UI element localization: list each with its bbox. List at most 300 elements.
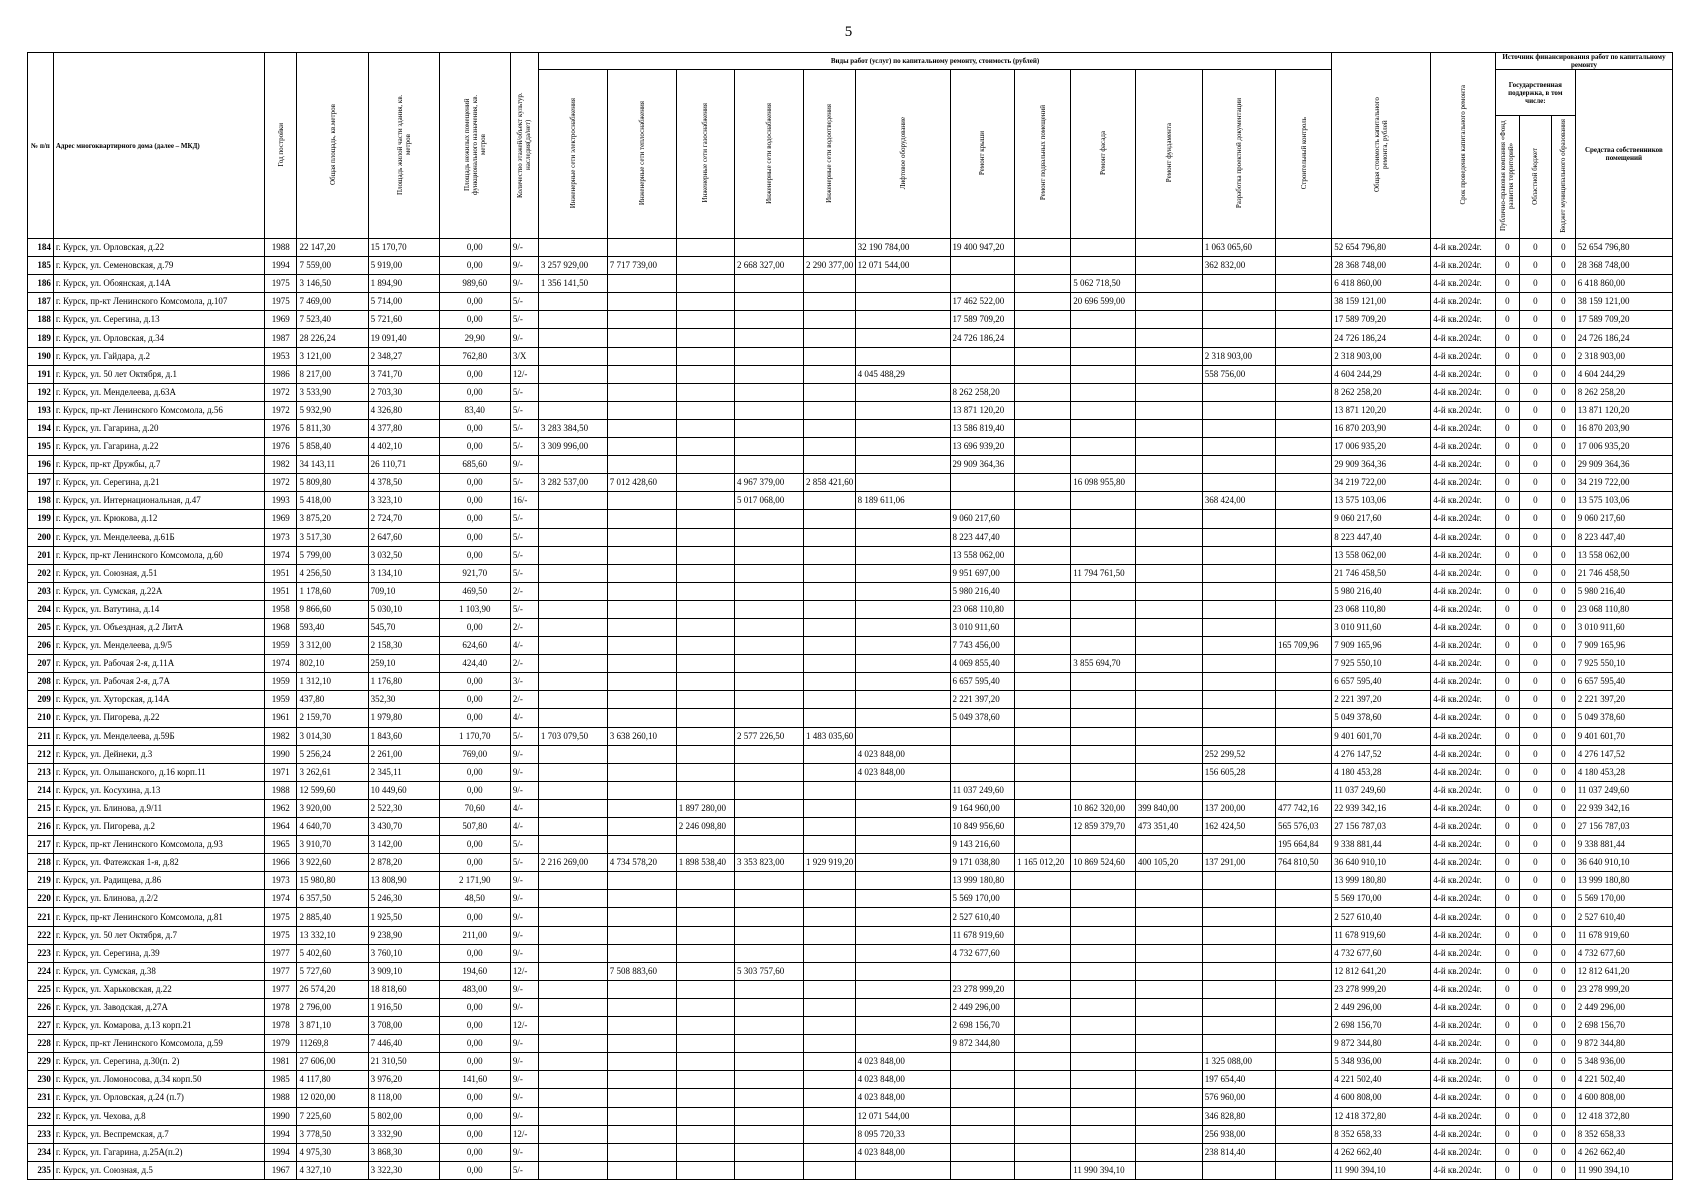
row-electric	[538, 763, 607, 781]
row-facade	[1071, 365, 1136, 383]
row-control	[1275, 1017, 1331, 1035]
row-total-cost: 52 654 796,80	[1332, 239, 1431, 257]
row-basement	[1015, 1071, 1071, 1089]
row-floors: 9/-	[510, 781, 538, 799]
row-water	[734, 818, 803, 836]
row-living-area: 2 647,60	[368, 528, 439, 546]
row-municipal: 0	[1552, 854, 1576, 872]
row-year: 1969	[265, 311, 297, 329]
row-gas	[676, 365, 734, 383]
row-design	[1202, 709, 1275, 727]
row-lift	[855, 908, 950, 926]
row-regional: 0	[1519, 745, 1551, 763]
row-year: 1958	[265, 600, 297, 618]
row-sewer	[803, 564, 855, 582]
row-lift	[855, 673, 950, 691]
row-living-area: 15 170,70	[368, 239, 439, 257]
row-owners: 4 732 677,60	[1575, 944, 1672, 962]
row-living-area: 3 741,70	[368, 365, 439, 383]
row-water	[734, 637, 803, 655]
row-number: 201	[28, 546, 54, 564]
row-electric	[538, 926, 607, 944]
row-gas	[676, 998, 734, 1016]
row-electric	[538, 347, 607, 365]
row-number: 184	[28, 239, 54, 257]
row-owners: 13 558 062,00	[1575, 546, 1672, 564]
row-nonliving-area: 0,00	[439, 908, 510, 926]
row-fund: 0	[1496, 618, 1520, 636]
row-water	[734, 365, 803, 383]
row-year: 1994	[265, 257, 297, 275]
row-address: г. Курск, ул. Объездная, д.2 ЛитА	[53, 618, 264, 636]
row-total-cost: 8 262 258,20	[1332, 383, 1431, 401]
row-year: 1994	[265, 1143, 297, 1161]
table-row	[28, 1161, 1673, 1179]
row-facade: 11 990 394,10	[1071, 1161, 1136, 1179]
row-electric	[538, 944, 607, 962]
row-address: г. Курск, ул. Серегина, д.30(п. 2)	[53, 1053, 264, 1071]
row-heat	[607, 763, 676, 781]
row-heat	[607, 1017, 676, 1035]
row-regional: 0	[1519, 727, 1551, 745]
row-control	[1275, 944, 1331, 962]
row-owners: 8 352 658,33	[1575, 1125, 1672, 1143]
row-sewer	[803, 293, 855, 311]
row-fund: 0	[1496, 745, 1520, 763]
row-foundation	[1135, 908, 1202, 926]
table-row	[28, 438, 1673, 456]
row-design	[1202, 600, 1275, 618]
row-design	[1202, 383, 1275, 401]
row-total-cost: 8 223 447,40	[1332, 528, 1431, 546]
row-deadline: 4-й кв.2024г.	[1431, 275, 1496, 293]
row-address: г. Курск, ул. Дейнеки, д.3	[53, 745, 264, 763]
row-design: 362 832,00	[1202, 257, 1275, 275]
row-municipal: 0	[1552, 944, 1576, 962]
row-living-area: 21 310,50	[368, 1053, 439, 1071]
row-lift	[855, 383, 950, 401]
row-living-area: 3 323,10	[368, 492, 439, 510]
row-municipal: 0	[1552, 311, 1576, 329]
row-number: 235	[28, 1161, 54, 1179]
row-year: 1959	[265, 637, 297, 655]
row-year: 1976	[265, 438, 297, 456]
row-facade	[1071, 528, 1136, 546]
row-foundation	[1135, 510, 1202, 528]
row-total-area: 4 327,10	[297, 1161, 368, 1179]
row-gas	[676, 275, 734, 293]
row-total-area: 3 778,50	[297, 1125, 368, 1143]
header-address: Адрес многоквартирного дома (далее – МКД)	[53, 53, 264, 239]
row-address: г. Курск, ул. Союзная, д.51	[53, 564, 264, 582]
row-living-area: 9 238,90	[368, 926, 439, 944]
row-roof: 7 743 456,00	[950, 637, 1015, 655]
row-control	[1275, 275, 1331, 293]
row-heat	[607, 347, 676, 365]
row-year: 1986	[265, 365, 297, 383]
row-foundation	[1135, 528, 1202, 546]
row-sewer	[803, 510, 855, 528]
row-floors: 5/-	[510, 510, 538, 528]
row-design	[1202, 836, 1275, 854]
row-year: 1988	[265, 239, 297, 257]
row-basement	[1015, 944, 1071, 962]
row-number: 204	[28, 600, 54, 618]
row-number: 217	[28, 836, 54, 854]
row-deadline: 4-й кв.2024г.	[1431, 383, 1496, 401]
row-owners: 2 221 397,20	[1575, 691, 1672, 709]
row-gas	[676, 944, 734, 962]
row-nonliving-area: 0,00	[439, 836, 510, 854]
row-living-area: 4 378,50	[368, 474, 439, 492]
row-sewer	[803, 546, 855, 564]
row-total-area: 4 975,30	[297, 1143, 368, 1161]
row-total-area: 2 159,70	[297, 709, 368, 727]
row-water	[734, 926, 803, 944]
row-total-cost: 8 352 658,33	[1332, 1125, 1431, 1143]
row-fund: 0	[1496, 546, 1520, 564]
row-foundation	[1135, 1107, 1202, 1125]
row-control	[1275, 582, 1331, 600]
row-facade	[1071, 347, 1136, 365]
row-owners: 6 418 860,00	[1575, 275, 1672, 293]
table-row	[28, 1071, 1673, 1089]
row-sewer	[803, 1143, 855, 1161]
row-design	[1202, 980, 1275, 998]
row-number: 234	[28, 1143, 54, 1161]
row-total-cost: 11 037 249,60	[1332, 781, 1431, 799]
row-year: 1967	[265, 1161, 297, 1179]
row-heat: 4 734 578,20	[607, 854, 676, 872]
row-address: г. Курск, ул. Рабочая 2-я, д.11А	[53, 655, 264, 673]
row-design: 558 756,00	[1202, 365, 1275, 383]
row-basement	[1015, 691, 1071, 709]
row-control: 165 709,96	[1275, 637, 1331, 655]
row-total-area: 7 469,00	[297, 293, 368, 311]
row-fund: 0	[1496, 763, 1520, 781]
row-basement	[1015, 980, 1071, 998]
row-total-area: 7 559,00	[297, 257, 368, 275]
row-year: 1988	[265, 781, 297, 799]
row-electric	[538, 293, 607, 311]
row-gas	[676, 655, 734, 673]
table-row	[28, 727, 1673, 745]
row-municipal: 0	[1552, 456, 1576, 474]
header-work-heat: Инженерные сети теплоснабжения	[637, 100, 646, 206]
row-municipal: 0	[1552, 818, 1576, 836]
row-foundation: 400 105,20	[1135, 854, 1202, 872]
row-year: 1981	[265, 1053, 297, 1071]
row-number: 209	[28, 691, 54, 709]
row-deadline: 4-й кв.2024г.	[1431, 600, 1496, 618]
row-deadline: 4-й кв.2024г.	[1431, 1161, 1496, 1179]
row-nonliving-area: 769,00	[439, 745, 510, 763]
row-living-area: 19 091,40	[368, 329, 439, 347]
row-municipal: 0	[1552, 510, 1576, 528]
row-nonliving-area: 48,50	[439, 890, 510, 908]
row-facade	[1071, 438, 1136, 456]
row-total-area: 27 606,00	[297, 1053, 368, 1071]
row-nonliving-area: 0,00	[439, 673, 510, 691]
row-lift: 12 071 544,00	[855, 1107, 950, 1125]
row-facade	[1071, 962, 1136, 980]
row-roof: 9 872 344,80	[950, 1035, 1015, 1053]
row-municipal: 0	[1552, 1071, 1576, 1089]
row-electric	[538, 1017, 607, 1035]
row-address: г. Курск, ул. Радищева, д.86	[53, 872, 264, 890]
row-year: 1965	[265, 836, 297, 854]
row-foundation	[1135, 618, 1202, 636]
row-design	[1202, 456, 1275, 474]
row-roof: 5 049 378,60	[950, 709, 1015, 727]
row-fund: 0	[1496, 329, 1520, 347]
row-nonliving-area: 0,00	[439, 709, 510, 727]
row-total-area: 3 920,00	[297, 799, 368, 817]
row-total-area: 5 932,90	[297, 401, 368, 419]
row-address: г. Курск, ул. Косухина, д.13	[53, 781, 264, 799]
row-gas	[676, 600, 734, 618]
row-number: 195	[28, 438, 54, 456]
row-sewer	[803, 383, 855, 401]
row-design: 2 318 903,00	[1202, 347, 1275, 365]
row-control	[1275, 456, 1331, 474]
row-design	[1202, 311, 1275, 329]
table-row	[28, 275, 1673, 293]
row-number: 198	[28, 492, 54, 510]
row-facade	[1071, 311, 1136, 329]
row-number: 218	[28, 854, 54, 872]
row-fund: 0	[1496, 691, 1520, 709]
row-basement	[1015, 438, 1071, 456]
row-design	[1202, 275, 1275, 293]
row-deadline: 4-й кв.2024г.	[1431, 854, 1496, 872]
row-owners: 2 318 903,00	[1575, 347, 1672, 365]
row-facade	[1071, 257, 1136, 275]
row-deadline: 4-й кв.2024г.	[1431, 673, 1496, 691]
row-lift: 4 045 488,29	[855, 365, 950, 383]
table-row	[28, 673, 1673, 691]
row-regional: 0	[1519, 383, 1551, 401]
row-control	[1275, 1035, 1331, 1053]
row-facade	[1071, 908, 1136, 926]
row-design	[1202, 673, 1275, 691]
row-lift	[855, 799, 950, 817]
row-roof: 13 696 939,20	[950, 438, 1015, 456]
row-address: г. Курск, ул. Менделеева, д.63А	[53, 383, 264, 401]
row-living-area: 4 402,10	[368, 438, 439, 456]
row-water	[734, 419, 803, 437]
row-heat	[607, 1143, 676, 1161]
row-design	[1202, 293, 1275, 311]
row-basement	[1015, 600, 1071, 618]
row-nonliving-area: 0,00	[439, 510, 510, 528]
row-floors: 9/-	[510, 1089, 538, 1107]
row-address: г. Курск, пр-кт Дружбы, д.7	[53, 456, 264, 474]
row-foundation	[1135, 872, 1202, 890]
row-regional: 0	[1519, 1017, 1551, 1035]
row-nonliving-area: 0,00	[439, 1143, 510, 1161]
row-heat	[607, 836, 676, 854]
row-facade	[1071, 239, 1136, 257]
row-lift	[855, 347, 950, 365]
row-foundation	[1135, 239, 1202, 257]
row-fund: 0	[1496, 799, 1520, 817]
row-total-cost: 4 262 662,40	[1332, 1143, 1431, 1161]
row-control	[1275, 546, 1331, 564]
row-regional: 0	[1519, 510, 1551, 528]
row-year: 1973	[265, 872, 297, 890]
row-total-area: 3 014,30	[297, 727, 368, 745]
row-roof: 2 527 610,40	[950, 908, 1015, 926]
row-fund: 0	[1496, 1161, 1520, 1179]
row-living-area: 1 916,50	[368, 998, 439, 1016]
row-lift: 4 023 848,00	[855, 1143, 950, 1161]
row-facade	[1071, 1035, 1136, 1053]
row-water	[734, 1107, 803, 1125]
row-deadline: 4-й кв.2024г.	[1431, 1071, 1496, 1089]
row-floors: 9/-	[510, 980, 538, 998]
row-design	[1202, 890, 1275, 908]
row-gas	[676, 1089, 734, 1107]
row-municipal: 0	[1552, 1053, 1576, 1071]
row-total-cost: 24 726 186,24	[1332, 329, 1431, 347]
row-basement	[1015, 419, 1071, 437]
row-lift: 32 190 784,00	[855, 239, 950, 257]
row-roof	[950, 275, 1015, 293]
row-owners: 7 925 550,10	[1575, 655, 1672, 673]
row-electric	[538, 239, 607, 257]
row-foundation	[1135, 1125, 1202, 1143]
row-municipal: 0	[1552, 1017, 1576, 1035]
row-water	[734, 456, 803, 474]
row-living-area: 10 449,60	[368, 781, 439, 799]
row-floors: 5/-	[510, 1161, 538, 1179]
row-regional: 0	[1519, 311, 1551, 329]
row-nonliving-area: 0,00	[439, 763, 510, 781]
row-basement	[1015, 872, 1071, 890]
row-gas	[676, 1143, 734, 1161]
row-municipal: 0	[1552, 474, 1576, 492]
row-address: г. Курск, ул. Серегина, д.21	[53, 474, 264, 492]
row-control	[1275, 709, 1331, 727]
row-facade	[1071, 709, 1136, 727]
row-total-cost: 11 678 919,60	[1332, 926, 1431, 944]
header-work-electric: Инженерные сети электроснабжения	[568, 97, 577, 209]
row-regional: 0	[1519, 347, 1551, 365]
row-living-area: 3 332,90	[368, 1125, 439, 1143]
row-total-area: 5 402,60	[297, 944, 368, 962]
row-deadline: 4-й кв.2024г.	[1431, 944, 1496, 962]
row-regional: 0	[1519, 799, 1551, 817]
row-foundation	[1135, 582, 1202, 600]
row-heat	[607, 944, 676, 962]
row-number: 222	[28, 926, 54, 944]
row-address: г. Курск, ул. Комарова, д.13 корп.21	[53, 1017, 264, 1035]
row-lift	[855, 510, 950, 528]
row-foundation	[1135, 691, 1202, 709]
row-gas	[676, 347, 734, 365]
row-deadline: 4-й кв.2024г.	[1431, 709, 1496, 727]
row-regional: 0	[1519, 1107, 1551, 1125]
row-number: 205	[28, 618, 54, 636]
row-roof	[950, 365, 1015, 383]
row-municipal: 0	[1552, 709, 1576, 727]
table-row	[28, 492, 1673, 510]
row-nonliving-area: 0,00	[439, 492, 510, 510]
header-owners: Средства собственников помещений	[1575, 70, 1672, 239]
row-basement	[1015, 492, 1071, 510]
row-owners: 4 262 662,40	[1575, 1143, 1672, 1161]
row-basement	[1015, 962, 1071, 980]
row-total-cost: 16 870 203,90	[1332, 419, 1431, 437]
row-roof: 13 871 120,20	[950, 401, 1015, 419]
row-deadline: 4-й кв.2024г.	[1431, 365, 1496, 383]
row-regional: 0	[1519, 329, 1551, 347]
header-work-sewer: Инженерные сети водоотведения	[825, 103, 834, 203]
row-water	[734, 655, 803, 673]
row-year: 1953	[265, 347, 297, 365]
row-deadline: 4-й кв.2024г.	[1431, 564, 1496, 582]
row-nonliving-area: 0,00	[439, 781, 510, 799]
table-row	[28, 1089, 1673, 1107]
row-electric: 3 309 996,00	[538, 438, 607, 456]
row-design	[1202, 908, 1275, 926]
row-municipal: 0	[1552, 655, 1576, 673]
row-floors: 9/-	[510, 926, 538, 944]
row-design	[1202, 962, 1275, 980]
row-floors: 9/-	[510, 1053, 538, 1071]
row-facade	[1071, 998, 1136, 1016]
row-water	[734, 293, 803, 311]
row-sewer	[803, 365, 855, 383]
row-deadline: 4-й кв.2024г.	[1431, 818, 1496, 836]
row-total-cost: 3 010 911,60	[1332, 618, 1431, 636]
row-year: 1972	[265, 383, 297, 401]
row-regional: 0	[1519, 854, 1551, 872]
row-total-cost: 13 871 120,20	[1332, 401, 1431, 419]
row-roof: 13 586 819,40	[950, 419, 1015, 437]
row-deadline: 4-й кв.2024г.	[1431, 1143, 1496, 1161]
row-fund: 0	[1496, 582, 1520, 600]
row-regional: 0	[1519, 763, 1551, 781]
table-row	[28, 926, 1673, 944]
row-floors: 5/-	[510, 383, 538, 401]
row-municipal: 0	[1552, 1089, 1576, 1107]
row-total-cost: 27 156 787,03	[1332, 818, 1431, 836]
row-sewer	[803, 618, 855, 636]
row-design: 576 960,00	[1202, 1089, 1275, 1107]
row-basement: 1 165 012,20	[1015, 854, 1071, 872]
row-basement	[1015, 383, 1071, 401]
row-facade	[1071, 944, 1136, 962]
row-foundation: 399 840,00	[1135, 799, 1202, 817]
row-municipal: 0	[1552, 401, 1576, 419]
row-facade	[1071, 492, 1136, 510]
row-floors: 5/-	[510, 600, 538, 618]
header-work-lift: Лифтовое оборудование	[898, 116, 907, 190]
row-facade	[1071, 1071, 1136, 1089]
row-municipal: 0	[1552, 998, 1576, 1016]
row-heat	[607, 709, 676, 727]
row-fund: 0	[1496, 1017, 1520, 1035]
row-sewer	[803, 347, 855, 365]
row-water: 5 017 068,00	[734, 492, 803, 510]
row-electric	[538, 1161, 607, 1179]
row-lift	[855, 691, 950, 709]
row-living-area: 7 446,40	[368, 1035, 439, 1053]
table-header	[28, 53, 1673, 239]
row-deadline: 4-й кв.2024г.	[1431, 890, 1496, 908]
